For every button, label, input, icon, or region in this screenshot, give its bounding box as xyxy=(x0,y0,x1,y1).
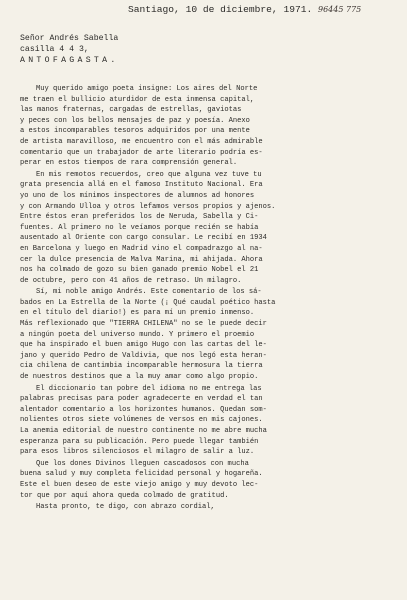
body-line: comentario que un trabajador de arte literario podría es- xyxy=(20,148,263,157)
body-line: tor que por aquí ahora queda colmado de gratitud. xyxy=(20,491,229,500)
body-line: esperanza para su publicación. Pero puede llegar también xyxy=(20,437,259,446)
dateline xyxy=(128,4,398,15)
body-line: bados en La Estrella de la Norte (¡ Qué caudal poético hasta xyxy=(20,298,276,307)
body-line: de artista maravilloso, me encuentro con el más admirable xyxy=(20,137,263,146)
body-line: alentador comentario a los horizontes humanos. Quedan som- xyxy=(20,405,267,414)
body-line: buena salud y muy completa felicidad personal y hogareña. xyxy=(20,470,263,479)
body-line: En mis remotos recuerdos, creo que alguna vez tuve tu xyxy=(36,170,262,179)
body-line: fuentes. Al primero no le veíamos porque recién se había xyxy=(20,223,259,232)
body-line: La anemia editorial de nuestro continente no me abre mucha xyxy=(20,427,267,435)
body-line: perar en estos tiempos de rara comprensión general. xyxy=(20,159,238,168)
body-line: para esos libros silenciosos el milagro de salir a luz. xyxy=(20,448,255,457)
body-line: nolientes otros siete volúmenes de versos en mis cajones. xyxy=(20,416,263,425)
body-line: nos ha colmado de gozo su bien ganado premio Nobel el 21 xyxy=(20,266,259,275)
archive-number: 96445 775 xyxy=(318,5,362,14)
recipient-city: ANTOFAGASTA. xyxy=(20,56,119,65)
body-line: grata presencia allá en el famoso Instituto Nacional. Era xyxy=(20,181,263,190)
body-line: las manos fraternas, cargadas de estrellas, gaviotas xyxy=(20,106,242,115)
body-line: Entre éstos eran preferidos los de Neruda, Sabella y Ci- xyxy=(20,213,259,222)
body-line: me traen el bullicio aturdidor de esta inmensa capital, xyxy=(20,95,255,104)
body-line: yo uno de los mínimos inspectores de alumnos ad honores xyxy=(20,191,255,200)
body-line: de nuestros destinos que a la muy amar como algo propio. xyxy=(20,373,259,382)
recipient-box: casilla 4 4 3, xyxy=(20,45,89,54)
body-line: Más reflexionado que "TIERRA CHILENA" no se le puede decir xyxy=(20,320,267,329)
body-line: Que los dones Divinos lleguen cascadosos con mucha xyxy=(36,459,249,468)
body-line: Hasta pronto, te digo, con abrazo cordial, xyxy=(36,503,215,512)
body-line: Sí, mi noble amigo Andrés. Este comentario de los sá- xyxy=(36,288,262,297)
body-line: jano y querido Pedro de Valdivia, que nos legó esta heran- xyxy=(20,351,267,360)
body-line: Muy querido amigo poeta insigne: Los aires del Norte xyxy=(36,85,258,93)
recipient-name: Señor Andrés Sabella xyxy=(20,34,119,43)
body-line: El diccionario tan pobre del idioma no me entrega las xyxy=(36,384,262,393)
body-line: y peces con los bellos mensajes de paz y poesía. Anexo xyxy=(20,116,250,125)
body-line: en Barcelona y luego en Madrid vino el compadrazgo al na- xyxy=(20,244,263,253)
body-line: ausentado al Oriente con cargo consular. Le recibí en 1934 xyxy=(20,234,267,243)
letter-body xyxy=(20,84,396,513)
body-line: cer la dulce presencia de Malva Marina, mi ahijada. Ahora xyxy=(20,255,263,264)
body-line: a ningún poeta del universo mundo. Y primero el proemio xyxy=(20,330,255,339)
body-line: en el título del diario!) es para mí un premio inmenso. xyxy=(20,309,255,318)
body-line: que ha inspirado el buen amigo Hugo con las cartas del le- xyxy=(20,341,267,350)
place-date: Santiago, 10 de diciembre, 1971. xyxy=(128,4,313,15)
body-line: y con Armando Ulloa y otros lefamos versos propios y ajenos. xyxy=(20,202,276,211)
body-line: de octubre, pero con 41 años de retraso. Un milagro. xyxy=(20,276,242,285)
body-line: cia chilena de cantimbia incomparable hermosura la tierra xyxy=(20,362,263,371)
body-line: a estos incomparables tesoros adquiridos por una mente xyxy=(20,127,250,136)
body-line: palabras precisas para poder agradecerte en verdad el tan xyxy=(20,395,263,404)
body-line: Este el buen deseo de este viejo amigo y muy devoto lec- xyxy=(20,480,259,489)
